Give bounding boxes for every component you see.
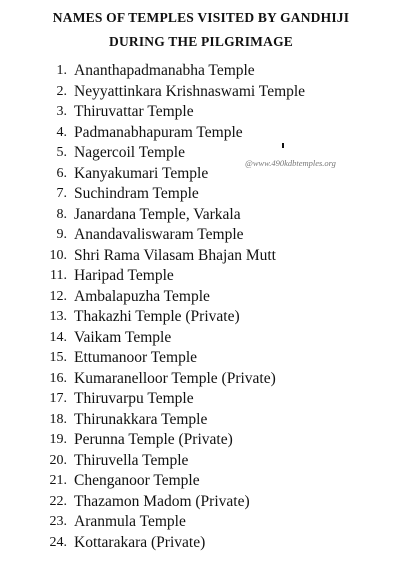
list-item <box>0 328 402 349</box>
list-item-number: 20. <box>49 452 67 468</box>
list-item-number: 21. <box>49 473 67 488</box>
list-item <box>0 246 402 267</box>
list-item-temple-name: Vaikam Temple <box>74 328 172 346</box>
list-item-number: 13. <box>49 309 67 324</box>
list-item <box>0 287 402 308</box>
list-item <box>0 451 402 472</box>
list-item-number: 24. <box>49 534 67 550</box>
list-item <box>0 369 402 390</box>
list-item-temple-name: Shri Rama Vilasam Bhajan Mutt <box>74 246 276 264</box>
list-item-temple-name: Thazamon Madom (Private) <box>74 492 250 510</box>
list-item-number: 1. <box>56 63 67 78</box>
list-item-number: 7. <box>56 186 67 201</box>
list-item-temple-name: Aranmula Temple <box>74 513 186 530</box>
page-title: NAMES OF TEMPLES VISITED BY GANDHIJI <box>52 10 350 25</box>
list-item-number: 14. <box>49 329 67 345</box>
list-item-temple-name: Kottarakara (Private) <box>74 533 206 551</box>
list-item-temple-name: Anandavaliswaram Temple <box>74 226 244 243</box>
list-item <box>0 164 402 185</box>
watermark-text: @www.490kdbtemples.org <box>245 158 336 168</box>
list-item <box>0 266 402 287</box>
list-item <box>0 123 402 144</box>
list-item-number: 15. <box>49 350 67 365</box>
list-item <box>0 348 402 369</box>
temple-list <box>0 61 402 553</box>
list-item-number: 9. <box>56 227 67 242</box>
ink-speck <box>282 143 284 148</box>
list-item <box>0 184 402 205</box>
list-item-temple-name: Neyyattinkara Krishnaswami Temple <box>74 82 306 100</box>
list-item-number: 10. <box>49 247 67 263</box>
list-item-number: 18. <box>49 411 67 427</box>
list-item <box>0 205 402 226</box>
list-item-number: 23. <box>49 514 67 529</box>
list-item-temple-name: Ettumanoor Temple <box>74 349 198 366</box>
list-item <box>0 61 402 82</box>
list-item-number: 19. <box>49 432 67 447</box>
list-item <box>0 143 402 164</box>
list-item <box>0 410 402 431</box>
list-item-temple-name: Thirunakkara Temple <box>74 410 208 428</box>
list-item-temple-name: Suchindram Temple <box>74 185 199 202</box>
list-item-temple-name: Perunna Temple (Private) <box>74 431 233 448</box>
list-item <box>0 533 402 554</box>
list-item-number: 16. <box>49 370 67 386</box>
list-item <box>0 512 402 533</box>
list-item-temple-name: Ambalapuzha Temple <box>74 287 210 305</box>
list-item-temple-name: Kanyakumari Temple <box>74 164 209 182</box>
list-item-number: 8. <box>56 206 67 222</box>
list-item-number: 22. <box>49 493 67 509</box>
list-item <box>0 430 402 451</box>
list-item-number: 17. <box>49 391 67 406</box>
list-item-number: 4. <box>56 124 67 140</box>
list-item-temple-name: Kumaranelloor Temple (Private) <box>74 369 276 387</box>
list-item-number: 11. <box>50 268 67 283</box>
list-item-temple-name: Janardana Temple, Varkala <box>74 205 241 223</box>
list-item-number: 12. <box>49 288 67 304</box>
list-item <box>0 492 402 513</box>
list-item <box>0 471 402 492</box>
list-item-temple-name: Nagercoil Temple <box>74 144 185 161</box>
list-item-temple-name: Chenganoor Temple <box>74 472 200 489</box>
list-item-temple-name: Thakazhi Temple (Private) <box>74 308 240 325</box>
list-item-temple-name: Haripad Temple <box>74 267 174 284</box>
list-item <box>0 307 402 328</box>
list-item-number: 6. <box>56 165 67 181</box>
list-item-temple-name: Thiruvarpu Temple <box>74 390 194 407</box>
page-subtitle: DURING THE PILGRIMAGE <box>109 34 293 49</box>
list-item-number: 2. <box>56 83 67 99</box>
list-item-number: 3. <box>56 104 67 119</box>
list-item <box>0 389 402 410</box>
list-item-temple-name: Ananthapadmanabha Temple <box>74 62 255 79</box>
list-item <box>0 225 402 246</box>
list-item-number: 5. <box>56 145 67 160</box>
list-item-temple-name: Thiruvella Temple <box>74 451 189 469</box>
list-item-temple-name: Thiruvattar Temple <box>74 103 194 120</box>
list-item <box>0 102 402 123</box>
list-item <box>0 82 402 103</box>
list-item-temple-name: Padmanabhapuram Temple <box>74 123 243 141</box>
